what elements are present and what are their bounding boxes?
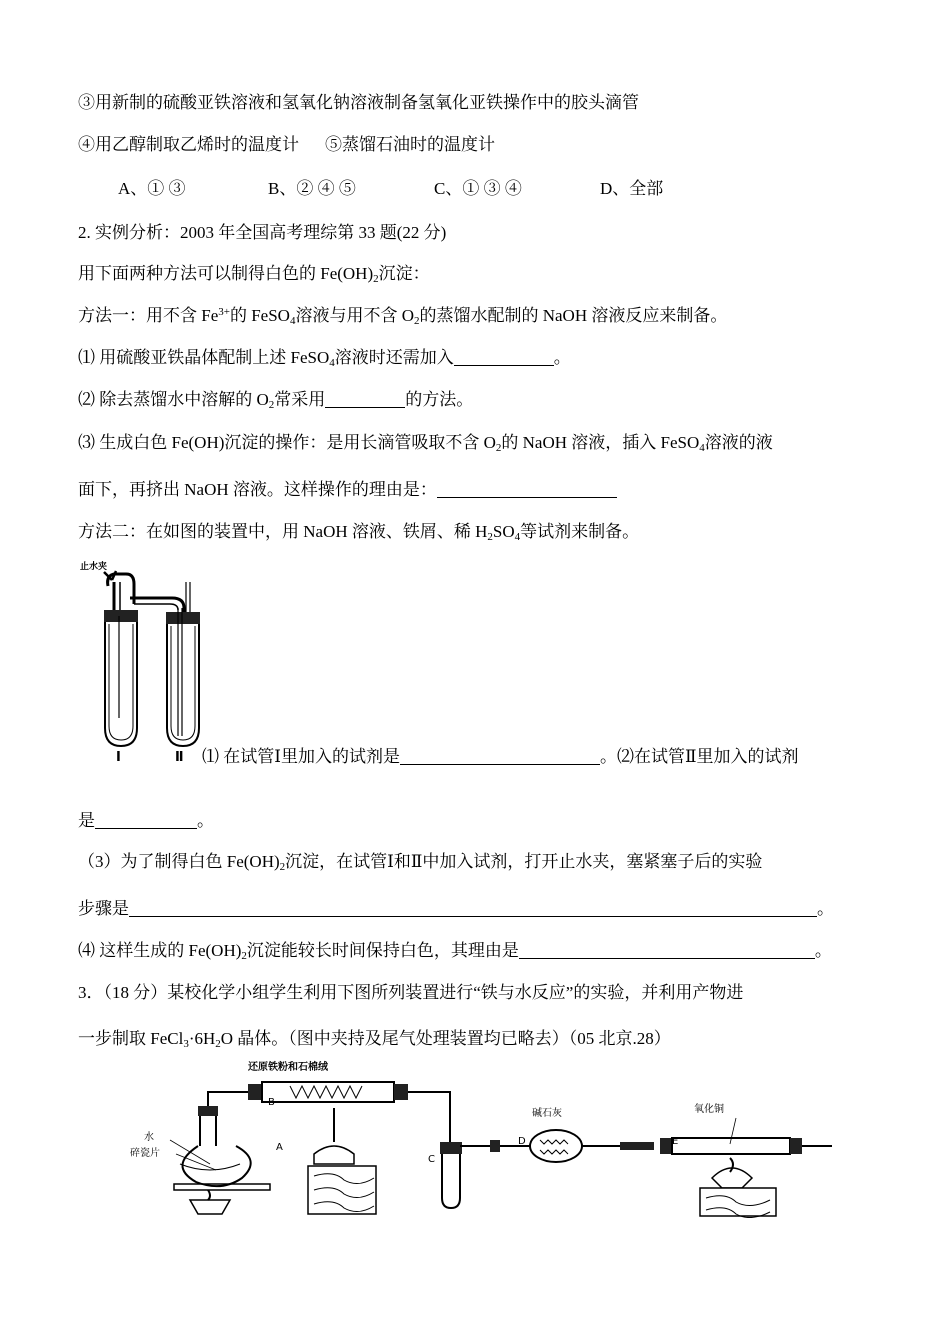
stopper-b-left [248, 1084, 262, 1100]
question-text: ⑴ 用硫酸亚铁晶体配制上述 FeSO [78, 348, 330, 367]
iron-water-apparatus-figure [100, 1058, 840, 1218]
tube-label-d: D [518, 1136, 526, 1147]
question-text: 的方法。 [405, 390, 474, 409]
choice-a: A、① ③ [118, 179, 186, 198]
test-tube-2-inner [171, 626, 195, 740]
sub-question-1 [78, 347, 571, 369]
subscript: 3 [183, 1038, 189, 1050]
question-text: 。 [197, 811, 214, 830]
test-tube-1 [105, 622, 137, 746]
stopper-tube-2 [166, 612, 200, 624]
method-1-text: 的 FeSO [229, 306, 290, 325]
connecting-tube-inner [134, 604, 178, 610]
tube-2-label: Ⅱ [175, 750, 184, 765]
stopper-d-left [490, 1140, 500, 1152]
step-question-4 [78, 940, 832, 962]
question-text: 。 [817, 899, 834, 918]
choice-c: C、① ③ ④ [434, 179, 522, 198]
copper-oxide-label: 氧化铜 [694, 1104, 724, 1115]
question-text: ⑶ 生成白色 Fe(OH)沉淀的操作：是用长滴管吸取不含 O [78, 433, 496, 452]
soda-lime-fill [540, 1140, 568, 1154]
stopper-c [440, 1142, 462, 1154]
method-2-text: 等试剂来制备。 [520, 522, 640, 541]
flame-a [208, 1190, 210, 1200]
choice-b: B、② ④ ⑤ [268, 179, 356, 198]
stopper-e-right [790, 1138, 802, 1154]
water-leader-line [170, 1140, 210, 1164]
question-text: 一步制取 FeCl [78, 1029, 184, 1048]
stopper-tube-1 [104, 610, 138, 622]
subscript: 2 [241, 950, 247, 962]
method-2 [78, 521, 639, 543]
method-1-text: 溶液与用不含 O [295, 306, 414, 325]
subscript: 2 [413, 315, 420, 327]
question-text: ⑵ 除去蒸馏水中溶解的 O [78, 390, 269, 409]
question-text: （3）为了制得白色 Fe(OH) [78, 852, 280, 871]
flame-e [730, 1158, 733, 1172]
option-item-5: ⑤蒸馏石油时的温度计 [325, 135, 495, 154]
tube-question-line [202, 746, 799, 768]
question-text: 溶液时还需加入 [334, 348, 454, 367]
question-text: ⑴ 在试管Ⅰ里加入的试剂是 [202, 747, 400, 766]
question-text: O 晶体。（图中夹持及尾气处理装置均已略去）（05 北京.28） [220, 1029, 671, 1048]
hard-glass-tube-b [262, 1082, 394, 1102]
intro-text: 用下面两种方法可以制得白色的 Fe(OH) [78, 264, 374, 283]
answer-choices [118, 178, 663, 200]
tube-label-b: B [268, 1097, 275, 1108]
copper-oxide-leader [730, 1118, 736, 1144]
method-2-text: SO [492, 522, 515, 541]
question-text: 。 [814, 941, 832, 960]
test-tube-1-inner [109, 624, 133, 740]
subscript: 4 [329, 357, 335, 369]
subscript: 2 [268, 399, 275, 411]
option-items-4-5 [78, 134, 495, 156]
question-text: 。⑵在试管Ⅱ里加入的试剂 [599, 747, 799, 766]
test-tube-c [442, 1154, 460, 1208]
stopper-b-right [394, 1084, 408, 1100]
question-text: 沉淀，在试管Ⅰ和Ⅱ中加入试剂，打开止水夹，塞紧塞子后的实验 [285, 852, 763, 871]
intro-line [78, 263, 430, 285]
test-tube-2 [167, 624, 199, 746]
subscript: 4 [514, 531, 521, 543]
alcohol-lamp-b [314, 1146, 354, 1164]
flask-neck [200, 1114, 216, 1146]
drying-tube-d [530, 1130, 582, 1162]
option-item-3: ③用新制的硫酸亚铁溶液和氢氧化钠溶液制备氢氧化亚铁操作中的胶头滴管 [78, 93, 639, 112]
answer-blank[interactable] [400, 748, 600, 765]
answer-blank[interactable] [519, 942, 815, 959]
step-question-3 [78, 851, 762, 873]
method-1-text: 的蒸馏水配制的 NaOH 溶液反应来制备。 [419, 306, 728, 325]
delivery-tube-2 [408, 1092, 450, 1146]
rubber-connector [620, 1142, 654, 1150]
tube-label-e: E [672, 1136, 679, 1147]
answer-blank[interactable] [454, 349, 554, 366]
subscript: 2 [215, 1038, 221, 1050]
question-text: 面下，再挤出 NaOH 溶液。这样操作的理由是： [78, 480, 437, 499]
method-1 [78, 305, 727, 327]
test-tube-apparatus-figure [74, 558, 214, 768]
sub-question-3 [78, 432, 773, 454]
question-text: ⑷ 这样生成的 Fe(OH) [78, 941, 242, 960]
soda-lime-label: 碱石灰 [532, 1108, 562, 1119]
option-item-4: ④用乙醇制取乙烯时的温度计 [78, 135, 299, 154]
subscript: 2 [487, 531, 493, 543]
question-text: ·6H [188, 1029, 216, 1048]
question-text: 的 NaOH 溶液，插入 FeSO [501, 433, 700, 452]
stopper-e-left [660, 1138, 672, 1154]
outlet-tube [186, 582, 190, 612]
subscript: 2 [279, 861, 286, 873]
tube-label-c: C [428, 1154, 435, 1165]
chips-label: 碎瓷片 [130, 1148, 160, 1159]
tube-question-line-2 [78, 810, 214, 832]
answer-blank[interactable] [95, 812, 197, 829]
answer-blank[interactable] [129, 900, 817, 917]
reduced-iron-label: 还原铁粉和石棉绒 [248, 1062, 328, 1073]
answer-blank[interactable] [325, 391, 405, 408]
subscript: 4 [289, 315, 296, 327]
intro-text-end: 沉淀： [378, 264, 430, 283]
question-text: 。 [553, 348, 571, 367]
question-text: 步骤是 [78, 899, 129, 918]
question-3-title: 3．（18 分）某校化学小组学生利用下图所列装置进行“铁与水反应”的实验，并利用产物进 [78, 983, 744, 1002]
clamp-label: 止水夹 [80, 562, 108, 572]
tube-1-label: Ⅰ [116, 750, 121, 765]
question-text: 溶液的液 [704, 433, 773, 452]
question-text: 常采用 [274, 390, 326, 409]
water-level [180, 1164, 240, 1170]
method-1-text: 方法一：用不含 Fe [78, 306, 219, 325]
choice-d: D、全部 [600, 179, 664, 198]
question-text: 是 [78, 811, 95, 830]
answer-blank[interactable] [437, 481, 617, 498]
subscript: 2 [373, 273, 379, 285]
method-2-text: 方法二：在如图的装置中，用 NaOH 溶液、铁屑、稀 H [78, 522, 488, 541]
flask-stopper [198, 1106, 218, 1116]
round-flask-a [182, 1146, 250, 1186]
delivery-tube-1 [208, 1092, 248, 1106]
step-question-3-cont [78, 898, 834, 920]
question-text: 沉淀能较长时间保持白色，其理由是 [246, 941, 519, 960]
sub-question-2 [78, 389, 473, 411]
subscript: 2 [495, 442, 502, 454]
flask-label-a: A [276, 1142, 283, 1153]
tube-2-long-pipe [178, 608, 182, 736]
burner-a [190, 1200, 230, 1214]
water-label: 水 [144, 1132, 154, 1143]
sub-question-3-cont [78, 479, 617, 501]
superscript: 3+ [218, 306, 230, 318]
question-3-title-cont [78, 1028, 671, 1050]
iron-asbestos-fill [290, 1086, 362, 1098]
subscript: 4 [699, 442, 705, 454]
question-2-title: 2. 实例分析：2003 年全国高考理综第 33 题(22 分) [78, 223, 447, 242]
alcohol-lamp-e [712, 1168, 752, 1188]
